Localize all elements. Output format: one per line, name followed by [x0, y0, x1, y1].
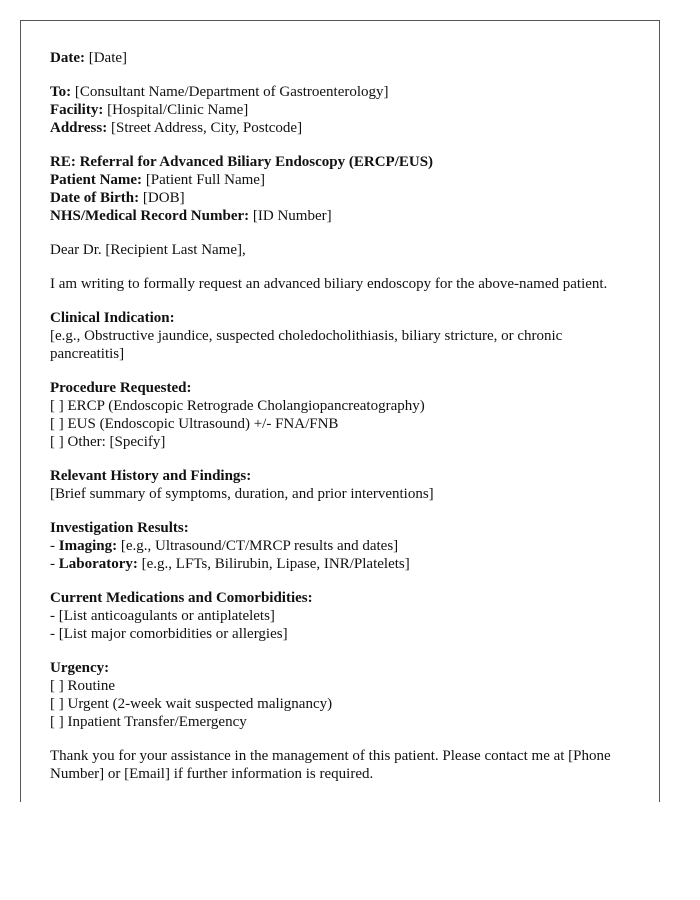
re-subject: RE: Referral for Advanced Biliary Endoscopy (ERCP/EUS) — [50, 154, 434, 170]
procedure-requested-section — [50, 379, 625, 451]
facility-value: [Hospital/Clinic Name] — [107, 102, 249, 118]
closing-paragraph: Thank you for your assistance in the management of this patient. Please contact me at [Phone Number] or [Email] if further information is required. — [50, 748, 611, 782]
patient-name-label: Patient Name: — [50, 172, 143, 188]
imaging-value: [e.g., Ultrasound/CT/MRCP results and dates] — [120, 538, 399, 554]
record-number-value: [ID Number] — [252, 208, 332, 224]
procedure-requested-heading: Procedure Requested: — [50, 380, 192, 396]
to-label: To: — [50, 84, 72, 100]
clinical-indication-heading: Clinical Indication: — [50, 310, 175, 326]
date-value: [Date] — [88, 50, 128, 66]
record-number-label: NHS/Medical Record Number: — [50, 208, 250, 224]
date-line — [50, 49, 625, 67]
recipient-facility — [50, 101, 625, 119]
laboratory-line — [50, 555, 625, 573]
to-value: [Consultant Name/Department of Gastroenterology] — [74, 84, 389, 100]
medications-section — [50, 589, 625, 643]
address-value: [Street Address, City, Postcode] — [110, 120, 303, 136]
urgency-option-routine: [ ] Routine — [50, 678, 115, 694]
urgency-heading: Urgency: — [50, 660, 110, 676]
recipient-address — [50, 119, 625, 137]
medications-item-comorbidities: - [List major comorbidities or allergies] — [50, 626, 288, 642]
investigation-results-heading: Investigation Results: — [50, 520, 189, 536]
letter-content — [50, 49, 625, 799]
dob-line — [50, 189, 625, 207]
facility-label: Facility: — [50, 102, 104, 118]
dob-label: Date of Birth: — [50, 190, 140, 206]
letter-page — [20, 20, 660, 802]
address-label: Address: — [50, 120, 108, 136]
laboratory-label: Laboratory: — [58, 556, 138, 572]
patient-name-line — [50, 171, 625, 189]
intro-paragraph: I am writing to formally request an advanced biliary endoscopy for the above-named patient. — [50, 276, 608, 292]
urgency-option-urgent: [ ] Urgent (2-week wait suspected malignancy) — [50, 696, 333, 712]
relevant-history-section — [50, 467, 625, 503]
investigation-results-section — [50, 519, 625, 573]
salutation: Dear Dr. [Recipient Last Name], — [50, 242, 246, 258]
urgency-section — [50, 659, 625, 731]
record-number-line — [50, 207, 625, 225]
relevant-history-text: [Brief summary of symptoms, duration, and prior interventions] — [50, 486, 434, 502]
recipient-to — [50, 83, 625, 101]
laboratory-prefix: - — [50, 556, 59, 572]
imaging-prefix: - — [50, 538, 59, 554]
laboratory-value: [e.g., LFTs, Bilirubin, Lipase, INR/Platelets] — [141, 556, 410, 572]
dob-value: [DOB] — [142, 190, 185, 206]
clinical-indication-section — [50, 309, 625, 363]
urgency-option-emergency: [ ] Inpatient Transfer/Emergency — [50, 714, 247, 730]
procedure-option-ercp: [ ] ERCP (Endoscopic Retrograde Cholangiopancreatography) — [50, 398, 425, 414]
imaging-line — [50, 537, 625, 555]
reference-block — [50, 153, 625, 225]
clinical-indication-text: [e.g., Obstructive jaundice, suspected choledocholithiasis, biliary stricture, or chronic pancreatitis] — [50, 328, 563, 362]
medications-item-anticoagulants: - [List anticoagulants or antiplatelets] — [50, 608, 275, 624]
date-label: Date: — [50, 50, 85, 66]
procedure-option-eus: [ ] EUS (Endoscopic Ultrasound) +/- FNA/FNB — [50, 416, 339, 432]
relevant-history-heading: Relevant History and Findings: — [50, 468, 252, 484]
imaging-label: Imaging: — [58, 538, 118, 554]
recipient-block — [50, 83, 625, 137]
medications-heading: Current Medications and Comorbidities: — [50, 590, 313, 606]
patient-name-value: [Patient Full Name] — [145, 172, 265, 188]
procedure-option-other: [ ] Other: [Specify] — [50, 434, 166, 450]
